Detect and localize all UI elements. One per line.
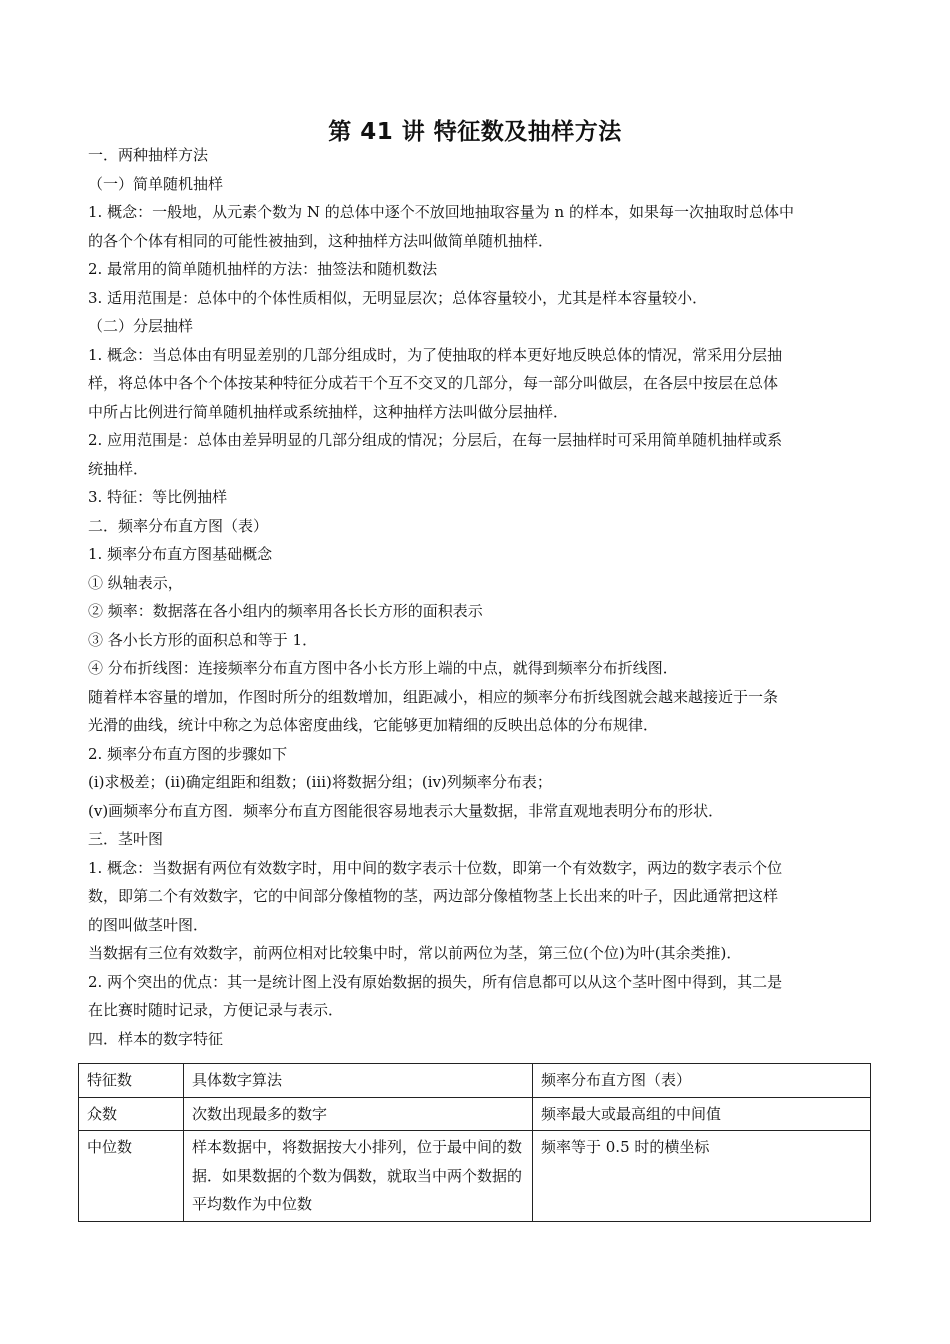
text-line: 光滑的曲线，统计中称之为总体密度曲线，它能够更加精细的反映出总体的分布规律． — [88, 716, 659, 734]
text-line: 3. 适用范围是：总体中的个体性质相似，无明显层次；总体容量较小，尤其是样本容量较小． — [88, 288, 708, 307]
text-line: 1. 概念：一般地，从元素个数为 N 的总体中逐个不放回地抽取容量为 n 的样本，如果每一次抽取时总体中 — [88, 203, 794, 221]
text-line: ① 纵轴表示， — [88, 573, 183, 592]
text-line: (ⅰ)求极差；(ⅱ)确定组距和组数；(ⅲ)将数据分组；(ⅳ)列频率分布表； — [88, 773, 552, 791]
text-line: （二）分层抽样 — [88, 317, 194, 335]
table-header-cell: 频率分布直方图（表） — [533, 1064, 871, 1098]
text-line: 四．样本的数字特征 — [88, 1029, 224, 1048]
table-header-cell: 具体数字算法 — [184, 1064, 533, 1098]
text-line: 2. 最常用的简单随机抽样的方法：抽签法和随机数法 — [88, 260, 438, 278]
table-cell: 频率等于 0.5 时的横坐标 — [533, 1131, 871, 1222]
text-line: 1. 概念：当总体由有明显差别的几部分组成时，为了使抽取的样本更好地反映总体的情况，常采用分层抽 — [88, 345, 783, 364]
text-line: 一．两种抽样方法 — [88, 146, 209, 164]
text-line: 样，将总体中各个个体按某种特征分成若干个互不交叉的几部分，每一部分叫做层，在各层中按层在总体 — [88, 374, 779, 392]
text-line: 的图叫做茎叶图． — [88, 915, 209, 934]
table-cell: 众数 — [79, 1097, 184, 1131]
table-row — [79, 1131, 871, 1222]
text-line: 数，即第二个有效数字，它的中间部分像植物的茎，两边部分像植物茎上长出来的叶子，因此通常把这样 — [88, 887, 779, 905]
table-row — [79, 1097, 871, 1131]
text-line: 的各个个体有相同的可能性被抽到，这种抽样方法叫做简单随机抽样． — [88, 231, 554, 250]
document-body — [88, 141, 866, 1053]
features-table — [78, 1063, 871, 1222]
text-line: 中所占比例进行简单随机抽样或系统抽样，这种抽样方法叫做分层抽样． — [88, 402, 569, 421]
text-line: 统抽样． — [88, 459, 149, 478]
text-line: (ⅴ)画频率分布直方图．频率分布直方图能很容易地表示大量数据，非常直观地表明分布的形状． — [88, 801, 724, 820]
text-line: 2. 应用范围是：总体由差异明显的几部分组成的情况；分层后，在每一层抽样时可采用简单随机抽样或系 — [88, 431, 783, 449]
table-cell: 频率最大或最高组的中间值 — [533, 1097, 871, 1131]
page-title: 第 41 讲 特征数及抽样方法 — [328, 119, 622, 145]
table-cell: 次数出现最多的数字 — [184, 1097, 533, 1131]
text-line: 1. 频率分布直方图基础概念 — [88, 545, 273, 563]
text-line: （一）简单随机抽样 — [88, 174, 224, 193]
table-cell: 样本数据中，将数据按大小排列，位于最中间的数据．如果数据的个数为偶数，就取当中两个数据的平均数作为中位数 — [184, 1131, 533, 1222]
text-line: 二．频率分布直方图（表） — [88, 516, 269, 535]
text-line: 三．茎叶图 — [88, 830, 164, 848]
text-line: 随着样本容量的增加，作图时所分的组数增加，组距减小，相应的频率分布折线图就会越来越接近于一条 — [88, 687, 779, 706]
text-line: ④ 分布折线图：连接频率分布直方图中各小长方形上端的中点，就得到频率分布折线图． — [88, 659, 678, 677]
text-line: ③ 各小长方形的面积总和等于 1． — [88, 630, 318, 649]
text-line: 1. 概念：当数据有两位有效数字时，用中间的数字表示十位数，即第一个有效数字，两边的数字表示个位 — [88, 858, 783, 877]
text-line: ② 频率：数据落在各小组内的频率用各长长方形的面积表示 — [88, 602, 483, 620]
table-cell: 中位数 — [79, 1131, 184, 1222]
text-line: 2. 两个突出的优点：其一是统计图上没有原始数据的损失，所有信息都可以从这个茎叶图中得到，其二是 — [88, 972, 783, 991]
text-line: 3. 特征：等比例抽样 — [88, 488, 228, 506]
text-line: 2. 频率分布直方图的步骤如下 — [88, 744, 288, 763]
table-header-row — [79, 1064, 871, 1098]
table-header-cell: 特征数 — [79, 1064, 184, 1098]
text-line: 在比赛时随时记录，方便记录与表示． — [88, 1001, 344, 1019]
text-line: 当数据有三位有效数字，前两位相对比较集中时，常以前两位为茎，第三位(个位)为叶(其余类推)． — [88, 944, 742, 962]
